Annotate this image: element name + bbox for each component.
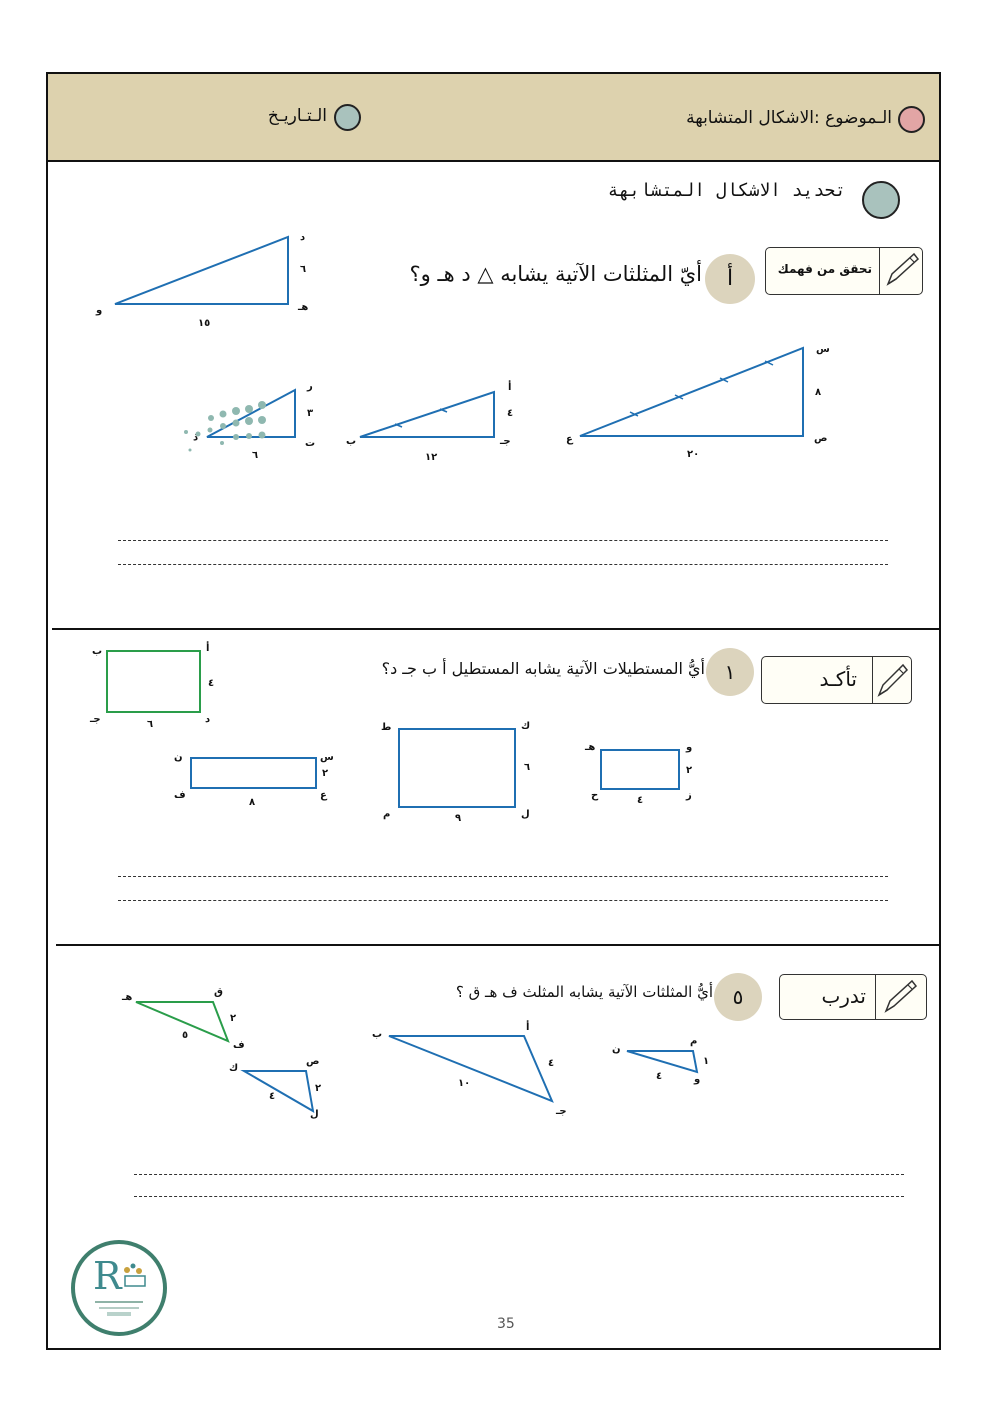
- t2-label-top: أ: [508, 382, 512, 393]
- question-1-text: أيُّ المستطيلات الآتية يشابه المستطيل أ ب جـ د؟: [381, 659, 705, 678]
- r3-label-bl: ف: [174, 790, 186, 801]
- ref-rect-label-tr: أ: [206, 643, 210, 654]
- question-1-badge: ١: [706, 648, 754, 696]
- t3a-label-m: م: [690, 1036, 698, 1047]
- r1-label-tr: و: [686, 742, 693, 753]
- r3-label-tl: ن: [174, 752, 183, 763]
- page-number: 35: [497, 1316, 515, 1332]
- r3-label-br: ع: [320, 790, 327, 801]
- ref3-short-label: ٢: [230, 1013, 237, 1024]
- r3-base-label: ٨: [249, 797, 256, 808]
- school-logo: [71, 1240, 167, 1336]
- t1-base-label: ٢٠: [687, 449, 700, 460]
- t3b-long-label: ١٠: [458, 1078, 471, 1089]
- t3c-label-k: ك: [229, 1063, 239, 1074]
- r1-label-br: ز: [686, 790, 692, 801]
- ref-height-label: ٦: [300, 264, 307, 275]
- t1-height-label: ٨: [815, 387, 822, 398]
- date-label: الـتـاريـخ: [267, 106, 327, 126]
- t3-label-left: ذ: [193, 432, 199, 443]
- r1-label-bl: ح: [591, 790, 599, 801]
- check-understanding-label: تحقق من فهمك: [777, 262, 872, 276]
- ref-base-label: ١٥: [198, 318, 211, 329]
- r3-side-label: ٢: [322, 768, 329, 779]
- r2-label-br: ل: [521, 809, 530, 820]
- ref-label-corner: هـ: [298, 302, 309, 313]
- t3a-long-label: ٤: [656, 1071, 663, 1082]
- t3c-label-s: ص: [306, 1056, 320, 1067]
- answer-line: [134, 1174, 904, 1175]
- practice-label: تدرب: [821, 984, 866, 1008]
- ref-label-left: و: [96, 305, 103, 316]
- topic-label-text: الـموضوع :: [814, 108, 892, 128]
- section-title: تحديد الاشكال المتشابهة: [607, 180, 846, 201]
- logo-emblem-icon: [75, 1244, 163, 1332]
- t3b-short-label: ٤: [548, 1058, 555, 1069]
- t2-height-label: ٤: [507, 408, 514, 419]
- r2-label-tr: ك: [521, 721, 531, 732]
- ref-rect-label-br: د: [205, 714, 211, 725]
- r3-label-tr: س: [320, 752, 334, 763]
- triangle-mnw: [627, 1051, 697, 1072]
- ref-rect-label-tl: ب: [92, 646, 103, 657]
- ref-rect-base-label: ٦: [147, 719, 154, 730]
- answer-line: [134, 1196, 904, 1197]
- t3a-label-n: ن: [612, 1044, 621, 1055]
- ref3-label-h: هـ: [122, 992, 133, 1003]
- t3-base-label: ٦: [252, 450, 259, 461]
- r1-side-label: ٢: [686, 765, 693, 776]
- t3c-short-label: ٢: [315, 1083, 322, 1094]
- r2-side-label: ٦: [524, 762, 531, 773]
- triangle-abj2: [389, 1036, 555, 1101]
- ref-rect-label-bl: جـ: [90, 714, 101, 725]
- question-5-badge: ٥: [714, 973, 762, 1021]
- t1-label-top: س: [816, 344, 830, 355]
- t3b-label-j: جـ: [556, 1106, 567, 1117]
- ref-rect-side-label: ٤: [208, 678, 215, 689]
- r1-label-tl: هـ: [585, 742, 596, 753]
- t2-label-left: ب: [346, 436, 357, 447]
- ref-label-top: د: [300, 232, 306, 243]
- t1-label-left: ع: [566, 434, 573, 445]
- t2-base-label: ١٢: [425, 452, 438, 463]
- triangle-skl: [244, 1071, 313, 1111]
- question-a-text: أيّ المثلثات الآتية يشابه △ د هـ و؟: [409, 262, 702, 286]
- logo-letter: R: [93, 1254, 122, 1298]
- t3b-label-b: ب: [372, 1029, 383, 1040]
- ref3-label-f: ف: [233, 1040, 245, 1051]
- question-5-text: أيُّ المثلثات الآتية يشابه المثلث ف هـ ق ؟: [455, 983, 713, 1001]
- t3-label-top: ر: [307, 381, 313, 392]
- t3b-label-a: أ: [526, 1022, 530, 1033]
- t1-label-corner: ص: [814, 433, 828, 444]
- r1-base-label: ٤: [637, 795, 644, 806]
- t3a-label-w: و: [694, 1074, 701, 1085]
- t3-label-corner: ت: [305, 438, 316, 449]
- question-a-badge: أ: [705, 254, 755, 304]
- r2-label-bl: م: [383, 809, 391, 820]
- t3-height-label: ٣: [307, 408, 314, 419]
- r2-base-label: ٩: [455, 813, 462, 824]
- t3c-long-label: ٤: [269, 1091, 276, 1102]
- t3c-label-l: ل: [310, 1109, 319, 1120]
- t3a-short-label: ١: [703, 1056, 710, 1067]
- t2-label-corner: جـ: [500, 436, 511, 447]
- topic-value: الاشكال المتشابهة: [686, 108, 814, 128]
- confirm-label: تأكـد: [819, 667, 857, 691]
- r2-label-tl: ط: [381, 722, 392, 733]
- ref3-label-q: ق: [214, 987, 223, 998]
- ref3-long-label: ٥: [182, 1030, 189, 1041]
